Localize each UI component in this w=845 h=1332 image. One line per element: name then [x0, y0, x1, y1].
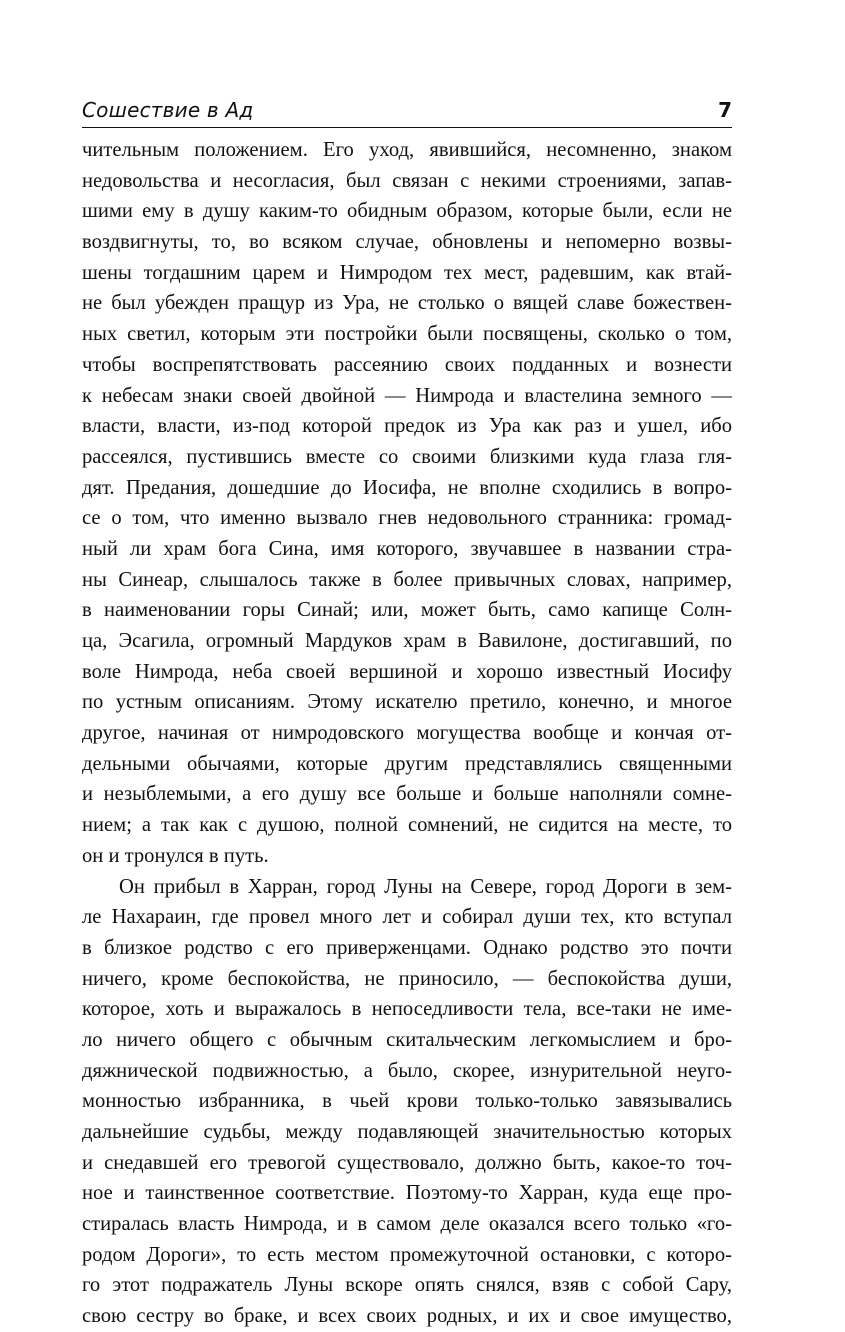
text-line: ное и таинственное соответствие. Поэтому-то Харран, куда еще про-	[82, 1182, 732, 1205]
text-line: ло ничего общего с обычным скитальческим легкомыслием и бро-	[82, 1028, 732, 1051]
text-line: шены тогдашним царем и Нимродом тех мест, радевшим, как втай-	[82, 261, 732, 284]
text-line: Он прибыл в Харран, город Луны на Севере, город Дороги в зем-	[119, 875, 732, 898]
text-line: в наименовании горы Синай; или, может быть, само капище Солн-	[82, 599, 732, 622]
text-line: свою сестру во браке, и всех своих родных, и их и свое имущество,	[82, 1305, 732, 1328]
text-line: монностью избранника, в чьей крови только-только завязывались	[82, 1090, 732, 1113]
text-line: шими ему в душу каким-то обидным образом, которые были, если не	[82, 200, 732, 223]
text-line: ны Синеар, слышалось также в более привычных словах, например,	[82, 568, 732, 591]
text-line: воле Нимрода, неба своей вершиной и хорошо известный Иосифу	[82, 660, 732, 683]
text-line: по устным описаниям. Этому искателю претило, конечно, и многое	[82, 691, 732, 714]
text-line: и незыблемыми, а его душу все больше и больше наполняли сомне-	[82, 783, 732, 806]
text-line: к небесам знаки своей двойной — Нимрода и властелина земного —	[82, 384, 732, 407]
text-line: чтобы воспрепятствовать рассеянию своих подданных и вознести	[82, 353, 732, 376]
text-line: дяжнической подвижностью, а было, скорее, изнурительной неуго-	[82, 1059, 732, 1082]
text-line: другое, начиная от нимродовского могущества вообще и кончая от-	[82, 722, 732, 745]
text-line: дят. Предания, дошедшие до Иосифа, не вполне сходились в вопро-	[82, 476, 732, 499]
text-line: ный ли храм бога Сина, имя которого, звучавшее в названии стра-	[82, 537, 732, 560]
text-line: не был убежден пращур из Ура, не столько о вящей славе божествен-	[82, 292, 732, 315]
header-rule	[82, 127, 732, 128]
text-line: ничего, кроме беспокойства, не приносило, — беспокойства души,	[82, 967, 732, 990]
text-line: воздвигнуты, то, во всяком случае, обновлены и непомерно возвы-	[82, 231, 732, 254]
text-line: он и тронулся в путь.	[82, 844, 269, 867]
text-line: дальнейшие судьбы, между подавляющей значительностью которых	[82, 1121, 732, 1143]
text-line: ных светил, которым эти постройки были посвящены, сколько о том,	[82, 323, 732, 346]
text-line: го этот подражатель Луны вскоре опять снялся, взяв с собой Сару,	[82, 1274, 732, 1297]
paragraph	[82, 872, 732, 1332]
text-line: родом Дороги», то есть местом промежуточной остановки, с которо-	[82, 1243, 732, 1266]
body-text	[82, 135, 732, 1332]
text-line: дельными обычаями, которые другим представлялись священными	[82, 752, 732, 775]
text-line: стиралась власть Нимрода, и в самом деле оказался всего только «го-	[82, 1213, 732, 1236]
page-number: 7	[718, 98, 732, 122]
text-line: власти, власти, из-под которой предок из Ура как раз и ушел, ибо	[82, 415, 732, 438]
text-line: чительным положением. Его уход, явившийся, несомненно, знаком	[82, 139, 732, 161]
text-line: рассеялся, пустившись вместе со своими близкими куда глаза гля-	[82, 445, 732, 468]
running-title: Сошествие в Ад	[82, 98, 254, 122]
text-line: которое, хоть и выражалось в непоседливости тела, все-таки не име-	[82, 998, 732, 1021]
text-line: недовольства и несогласия, был связан с некими строениями, запав-	[82, 169, 732, 192]
running-head	[82, 96, 732, 126]
text-line: ле Нахараин, где провел много лет и собирал души тех, кто вступал	[82, 906, 732, 929]
text-line: ца, Эсагила, огромный Мардуков храм в Вавилоне, достигавший, по	[82, 630, 732, 652]
paragraph	[82, 135, 732, 872]
text-line: нием; а так как с душою, полной сомнений, не сидится на месте, то	[82, 814, 732, 837]
text-line: се о том, что именно вызвало гнев недовольного странника: громад-	[82, 507, 732, 530]
text-line: в близкое родство с его приверженцами. Однако родство это почти	[82, 936, 732, 959]
text-line: и снедавшей его тревогой существовало, должно быть, какое-то точ-	[82, 1151, 732, 1174]
